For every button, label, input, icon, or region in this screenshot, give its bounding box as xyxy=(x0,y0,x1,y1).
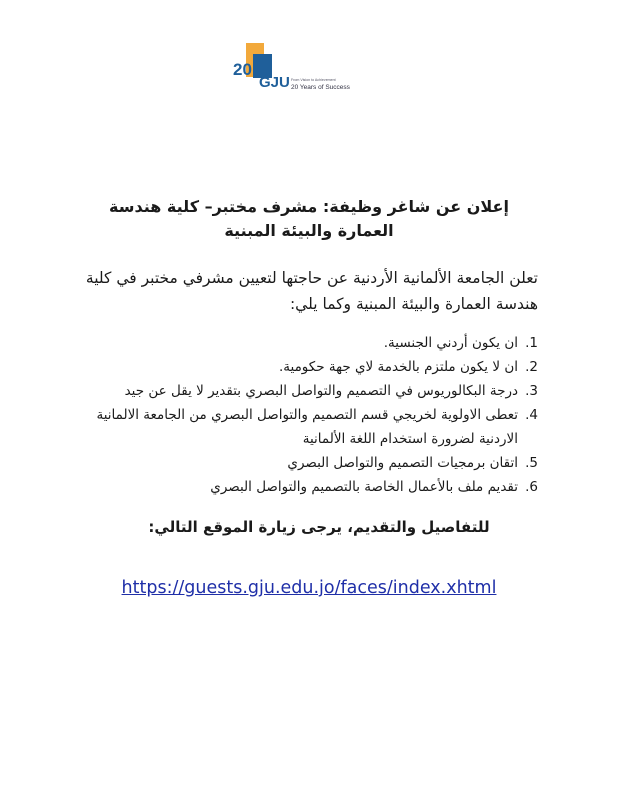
requirement-item xyxy=(80,379,538,403)
logo-gju-text: GJU xyxy=(259,74,290,91)
announcement-body xyxy=(80,195,538,539)
requirement-number: 6. xyxy=(525,479,538,495)
requirement-text: تعطى الاولوية لخريجي قسم التصميم والتواصل البصري من الجامعة الالمانية الاردنية لضرورة استخدام اللغة الألمانية xyxy=(96,407,518,447)
requirement-number: 4. xyxy=(525,407,538,423)
requirement-text: ان يكون أردني الجنسية. xyxy=(383,335,518,351)
logo-subtitle: 20 Years of Success xyxy=(291,84,350,91)
announcement-intro: تعلن الجامعة الألمانية الأردنية عن حاجتها لتعيين مشرفي مختبر في كلية هندسة العمارة والبيئة المبنية وكما يلي: xyxy=(85,269,538,313)
requirement-number: 5. xyxy=(525,455,538,471)
requirement-item xyxy=(80,403,538,451)
logo-tagline: From Vision to Achievement xyxy=(291,78,336,82)
requirement-item xyxy=(80,475,538,499)
requirement-number: 1. xyxy=(525,335,538,351)
requirement-text: تقديم ملف بالأعمال الخاصة بالتصميم والتواصل البصري xyxy=(210,479,518,495)
apply-instructions: للتفاصيل والتقديم، يرجى زيارة الموقع التالي: xyxy=(148,518,490,536)
requirement-text: درجة البكالوريوس في التصميم والتواصل البصري بتقدير لا يقل عن جيد xyxy=(124,383,518,399)
requirement-item xyxy=(80,331,538,355)
requirement-text: اتقان برمجيات التصميم والتواصل البصري xyxy=(287,455,518,471)
requirement-item xyxy=(80,451,538,475)
announcement-title: إعلان عن شاغر وظيفة: مشرف مختبر– كلية هندسة العمارة والبيئة المبنية xyxy=(109,197,509,240)
logo-number: 20 xyxy=(233,60,252,79)
requirement-number: 2. xyxy=(525,359,538,375)
application-link[interactable]: https://guests.gju.edu.jo/faces/index.xhtml xyxy=(121,578,497,598)
requirement-text: ان لا يكون ملتزم بالخدمة لاي جهة حكومية. xyxy=(278,359,518,375)
requirement-number: 3. xyxy=(525,383,538,399)
requirement-item xyxy=(80,355,538,379)
gju-logo xyxy=(232,42,382,98)
requirements-list xyxy=(80,331,538,499)
